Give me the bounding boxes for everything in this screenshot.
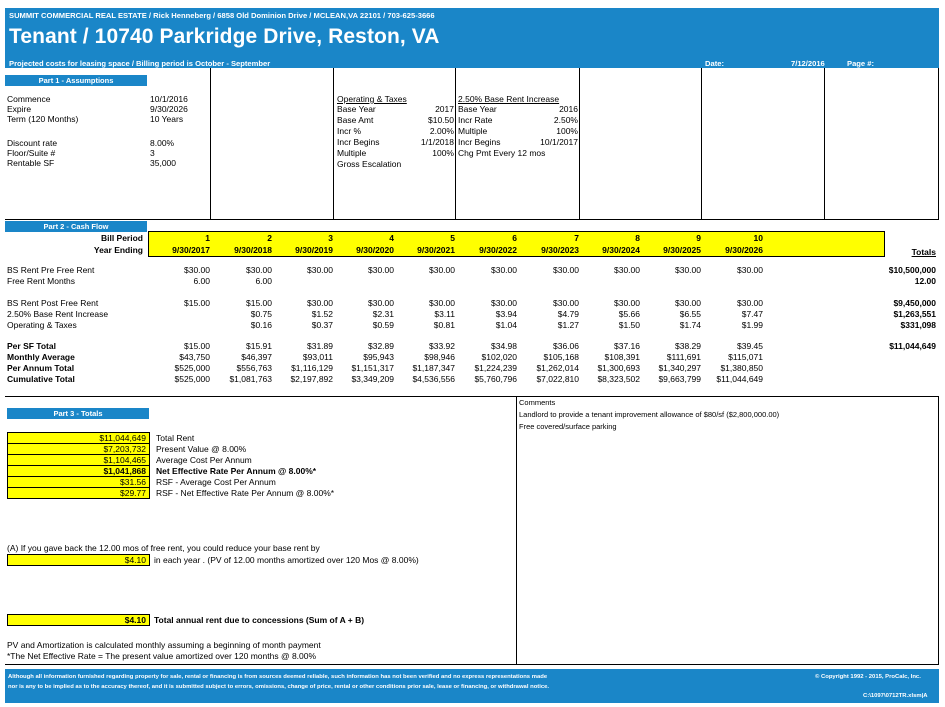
cash-flow-cell: $39.45 xyxy=(737,341,763,351)
cash-flow-cell: $9,663,799 xyxy=(658,374,701,384)
totals-value: $11,044,649 xyxy=(7,432,150,444)
totals-value: $1,041,868 xyxy=(7,465,150,477)
operating-value: $10.50 xyxy=(428,115,454,125)
cash-flow-cell: $95,943 xyxy=(363,352,394,362)
cash-flow-cell: $0.75 xyxy=(250,309,272,319)
cash-flow-cell: $4,536,556 xyxy=(412,374,455,384)
cash-flow-cell: $93,011 xyxy=(302,352,333,362)
year-ending-date: 9/30/2021 xyxy=(417,245,455,255)
disclaimer-line: Although all information furnished regarding property for sale, rental or financing is from sources deemed reliable, such information has not been verified and no express representations made xyxy=(8,674,548,680)
cash-flow-cell: $525,000 xyxy=(174,363,210,373)
cash-flow-cell: $4.79 xyxy=(557,309,579,319)
totals-value: $29.77 xyxy=(7,487,150,499)
cash-flow-cell: $108,391 xyxy=(604,352,640,362)
cash-flow-cell: $46,397 xyxy=(241,352,272,362)
year-ending-label: Year Ending xyxy=(93,245,143,255)
cash-flow-cell: $1,300,693 xyxy=(597,363,640,373)
comment-line: Landlord to provide a tenant improvement allowance of $80/sf ($2,800,000.00) xyxy=(519,410,780,419)
assumption-value: 3 xyxy=(150,148,155,158)
cash-flow-row-label: 2.50% Base Rent Increase xyxy=(7,309,109,319)
operating-title: Operating & Taxes xyxy=(337,94,407,104)
bill-period-number: 6 xyxy=(512,233,517,243)
totals-label: Average Cost Per Annum xyxy=(156,455,252,465)
totals-label: Total Rent xyxy=(156,433,195,443)
cash-flow-cell: $30.00 xyxy=(429,265,455,275)
assumption-value: 10/1/2016 xyxy=(150,94,188,104)
cash-flow-row-label: BS Rent Post Free Rent xyxy=(7,298,99,308)
year-ending-date: 9/30/2019 xyxy=(295,245,333,255)
totals-value: $7,203,732 xyxy=(7,443,150,455)
cash-flow-cell: $30.00 xyxy=(553,265,579,275)
cash-flow-total: $331,098 xyxy=(900,320,936,330)
part1-divider xyxy=(333,68,334,220)
cash-flow-row-label: Cumulative Total xyxy=(7,374,75,384)
year-ending-date: 9/30/2018 xyxy=(234,245,272,255)
bill-period-number: 8 xyxy=(635,233,640,243)
base-rent-label: Base Year xyxy=(458,104,497,114)
part1-divider xyxy=(579,68,580,220)
assumption-value: 8.00% xyxy=(150,138,175,148)
operating-label: Base Amt xyxy=(337,115,374,125)
cash-flow-cell: $2,197,892 xyxy=(290,374,333,384)
part3-bottom-border xyxy=(5,664,939,665)
year-ending-date: 9/30/2024 xyxy=(602,245,640,255)
base-rent-label: Incr Begins xyxy=(458,137,501,147)
cash-flow-total: $11,044,649 xyxy=(889,341,936,351)
page-subtitle: Projected costs for leasing space / Billing period is October - September xyxy=(9,59,271,68)
cash-flow-cell: $30.00 xyxy=(429,298,455,308)
assumption-value: 35,000 xyxy=(150,158,176,168)
cash-flow-cell: $1,116,129 xyxy=(291,363,333,373)
cash-flow-cell: $11,044,649 xyxy=(716,374,763,384)
cash-flow-cell: $30.00 xyxy=(246,265,272,275)
cash-flow-cell: $30.00 xyxy=(491,298,517,308)
cash-flow-cell: $98,946 xyxy=(424,352,455,362)
cash-flow-cell: $0.81 xyxy=(433,320,455,330)
cash-flow-cell: 6.00 xyxy=(255,276,272,286)
cash-flow-cell: $30.00 xyxy=(737,265,763,275)
totals-label: RSF - Average Cost Per Annum xyxy=(156,477,276,487)
comments-divider xyxy=(516,396,517,664)
cash-flow-row-label: BS Rent Pre Free Rent xyxy=(7,265,95,275)
cash-flow-cell: $30.00 xyxy=(675,265,701,275)
operating-label: Incr Begins xyxy=(337,137,380,147)
operating-label: Gross Escalation xyxy=(337,159,402,169)
operating-label: Multiple xyxy=(337,148,367,158)
copyright: © Copyright 1992 - 2015, ProCalc, Inc. xyxy=(815,674,921,680)
report-footer xyxy=(5,669,939,703)
cash-flow-cell: $15.00 xyxy=(184,341,210,351)
cash-flow-cell: $30.00 xyxy=(368,265,394,275)
bill-period-label: Bill Period xyxy=(100,233,143,243)
cash-flow-cell: $31.89 xyxy=(307,341,333,351)
cash-flow-cell: $0.37 xyxy=(311,320,333,330)
date-value: 7/12/2016 xyxy=(791,59,825,68)
cash-flow-cell: $34.98 xyxy=(491,341,517,351)
cash-flow-cell: $30.00 xyxy=(307,298,333,308)
cash-flow-cell: $30.00 xyxy=(307,265,333,275)
cash-flow-cell: $32.89 xyxy=(368,341,394,351)
cash-flow-cell: $3.11 xyxy=(434,309,455,319)
operating-label: Base Year xyxy=(337,104,376,114)
cash-flow-cell: $30.00 xyxy=(553,298,579,308)
base-rent-value: 100% xyxy=(556,126,578,136)
bill-period-number: 1 xyxy=(205,233,210,243)
bill-period-number: 2 xyxy=(267,233,272,243)
cash-flow-cell: $1,187,347 xyxy=(412,363,455,373)
cash-flow-cell: $115,071 xyxy=(728,352,763,362)
bill-period-number: 3 xyxy=(328,233,333,243)
cash-flow-cell: $30.00 xyxy=(675,298,701,308)
cash-flow-cell: $30.00 xyxy=(184,265,210,275)
part1-divider xyxy=(455,68,456,220)
cash-flow-cell: $36.06 xyxy=(553,341,579,351)
cash-flow-cell: $1,151,317 xyxy=(351,363,394,373)
cash-flow-cell: $1,380,850 xyxy=(720,363,763,373)
base-rent-value: 10/1/2017 xyxy=(540,137,578,147)
bill-period-number: 4 xyxy=(389,233,394,243)
operating-value: 100% xyxy=(432,148,454,158)
cash-flow-cell: $38.29 xyxy=(675,341,701,351)
cash-flow-cell: $3.94 xyxy=(495,309,517,319)
part3-label: Part 3 - Totals xyxy=(7,408,149,419)
right-border xyxy=(938,396,939,664)
cash-flow-cell: $105,168 xyxy=(543,352,579,362)
cash-flow-total: $9,450,000 xyxy=(893,298,936,308)
disclaimer-line: nor is any to be implied as to the accuracy thereof, and it is submitted subject to errors, omissions, change of price, rental or other conditions prior sale, lease or financing, or withdrawal notice. xyxy=(8,684,550,690)
cash-flow-total: $10,500,000 xyxy=(888,265,936,275)
cash-flow-cell: $1.04 xyxy=(495,320,517,330)
free-rent-note: (A) If you gave back the 12.00 mos of free rent, you could reduce your base rent by xyxy=(7,543,320,553)
assumption-label: Discount rate xyxy=(7,138,58,148)
cash-flow-row-label: Per SF Total xyxy=(7,341,56,351)
cash-flow-cell: $5.66 xyxy=(618,309,640,319)
free-rent-tail: in each year . (PV of 12.00 months amortized over 120 Mos @ 8.00%) xyxy=(154,555,419,565)
base-rent-value: 2.50% xyxy=(553,115,578,125)
assumption-value: 10 Years xyxy=(150,114,184,124)
year-ending-date: 9/30/2023 xyxy=(541,245,579,255)
base-rent-title: 2.50% Base Rent Increase xyxy=(458,94,560,104)
operating-value: 2017 xyxy=(435,104,454,114)
file-path: C:\1097\0712TR.xlsm|A xyxy=(863,693,928,699)
base-rent-label: Multiple xyxy=(458,126,488,136)
cash-flow-cell: $111,691 xyxy=(666,352,701,362)
cash-flow-cell: $6.55 xyxy=(679,309,701,319)
totals-label: Totals xyxy=(911,247,936,257)
free-rent-value: $4.10 xyxy=(7,554,150,566)
assumption-label: Floor/Suite # xyxy=(7,148,56,158)
cash-flow-total: 12.00 xyxy=(914,276,936,286)
cash-flow-cell: $15.00 xyxy=(246,298,272,308)
assumption-label: Commence xyxy=(7,94,51,104)
cash-flow-cell: $15.00 xyxy=(184,298,210,308)
part2-label: Part 2 - Cash Flow xyxy=(5,221,147,232)
year-ending-date: 9/30/2020 xyxy=(356,245,394,255)
part1-divider xyxy=(701,68,702,220)
bill-period-number: 10 xyxy=(753,233,763,243)
cash-flow-cell: $1,224,239 xyxy=(474,363,517,373)
cash-flow-cell: $43,750 xyxy=(179,352,210,362)
totals-label: Net Effective Rate Per Annum @ 8.00%* xyxy=(156,466,317,476)
cash-flow-cell: $5,760,796 xyxy=(474,374,517,384)
cash-flow-cell: $30.00 xyxy=(737,298,763,308)
cash-flow-cell: $3,349,209 xyxy=(351,374,394,384)
cash-flow-cell: $37.16 xyxy=(614,341,640,351)
cash-flow-cell: $0.59 xyxy=(372,320,394,330)
part1-bottom-border xyxy=(5,219,939,220)
cash-flow-cell: $1,262,014 xyxy=(536,363,579,373)
base-rent-label: Incr Rate xyxy=(458,115,493,125)
cash-flow-row-label: Operating & Taxes xyxy=(7,320,77,330)
cash-flow-total: $1,263,551 xyxy=(893,309,936,319)
totals-label: Present Value @ 8.00% xyxy=(156,444,247,454)
cash-flow-row-label: Free Rent Months xyxy=(7,276,76,286)
cash-flow-cell: $1.99 xyxy=(741,320,763,330)
cash-flow-cell: $102,020 xyxy=(481,352,517,362)
base-rent-label: Chg Pmt Every 12 mos xyxy=(458,148,546,158)
note-net-effective: *The Net Effective Rate = The present value amortized over 120 months @ 8.00% xyxy=(7,651,317,661)
cash-flow-cell: $525,000 xyxy=(174,374,210,384)
year-ending-date: 9/30/2026 xyxy=(725,245,763,255)
cash-flow-cell: 6.00 xyxy=(193,276,210,286)
company-line: SUMMIT COMMERCIAL REAL ESTATE / Rick Henneberg / 6858 Old Dominion Drive / MCLEAN,VA 22101 / 703-625-3666 xyxy=(9,11,435,20)
page-title: Tenant / 10740 Parkridge Drive, Reston, VA xyxy=(9,25,440,48)
assumption-label: Rentable SF xyxy=(7,158,55,168)
cash-flow-cell: $30.00 xyxy=(368,298,394,308)
cash-flow-cell: $30.00 xyxy=(614,265,640,275)
cash-flow-cell: $8,323,502 xyxy=(597,374,640,384)
cash-flow-cell: $1.27 xyxy=(557,320,579,330)
totals-label: RSF - Net Effective Rate Per Annum @ 8.00%* xyxy=(156,488,335,498)
part1-label: Part 1 - Assumptions xyxy=(5,75,147,86)
year-ending-date: 9/30/2017 xyxy=(172,245,210,255)
year-ending-date: 9/30/2025 xyxy=(663,245,701,255)
comments-title: Comments xyxy=(519,398,556,407)
date-label: Date: xyxy=(705,59,724,68)
cash-flow-cell: $2.31 xyxy=(372,309,394,319)
concessions-label: Total annual rent due to concessions (Sum of A + B) xyxy=(154,615,365,625)
cash-flow-cell: $30.00 xyxy=(614,298,640,308)
cash-flow-row-label: Monthly Average xyxy=(7,352,75,362)
bill-period-number: 7 xyxy=(574,233,579,243)
cash-flow-cell: $33.92 xyxy=(429,341,455,351)
totals-value: $31.56 xyxy=(7,476,150,488)
part3-top-border xyxy=(5,396,939,397)
part1-divider xyxy=(938,68,939,220)
page-number-label: Page #: xyxy=(847,59,875,68)
totals-value: $1,104,465 xyxy=(7,454,150,466)
cash-flow-cell: $1.74 xyxy=(679,320,701,330)
part1-divider xyxy=(824,68,825,220)
year-ending-date: 9/30/2022 xyxy=(479,245,517,255)
cash-flow-cell: $30.00 xyxy=(491,265,517,275)
bill-period-number: 9 xyxy=(696,233,701,243)
cash-flow-cell: $556,763 xyxy=(236,363,272,373)
cash-flow-cell: $1,340,297 xyxy=(658,363,701,373)
cash-flow-cell: $7,022,810 xyxy=(536,374,579,384)
part1-divider xyxy=(210,68,211,220)
bill-period-number: 5 xyxy=(450,233,455,243)
assumption-value: 9/30/2026 xyxy=(150,104,188,114)
assumption-label: Term (120 Months) xyxy=(7,114,79,124)
cash-flow-cell: $7.47 xyxy=(741,309,763,319)
report-header xyxy=(5,8,939,68)
concessions-value: $4.10 xyxy=(7,614,150,626)
operating-value: 1/1/2018 xyxy=(420,137,454,147)
cash-flow-cell: $15.91 xyxy=(246,341,272,351)
operating-value: 2.00% xyxy=(429,126,454,136)
cash-flow-cell: $1.52 xyxy=(311,309,333,319)
cash-flow-cell: $0.16 xyxy=(250,320,272,330)
assumption-label: Expire xyxy=(7,104,32,114)
comment-line: Free covered/surface parking xyxy=(519,422,617,431)
note-pv: PV and Amortization is calculated monthly assuming a beginning of month payment xyxy=(7,640,321,650)
base-rent-value: 2016 xyxy=(559,104,578,114)
cash-flow-row-label: Per Annum Total xyxy=(7,363,75,373)
cash-flow-cell: $1.50 xyxy=(618,320,640,330)
cash-flow-cell: $1,081,763 xyxy=(229,374,272,384)
operating-label: Incr % xyxy=(337,126,362,136)
